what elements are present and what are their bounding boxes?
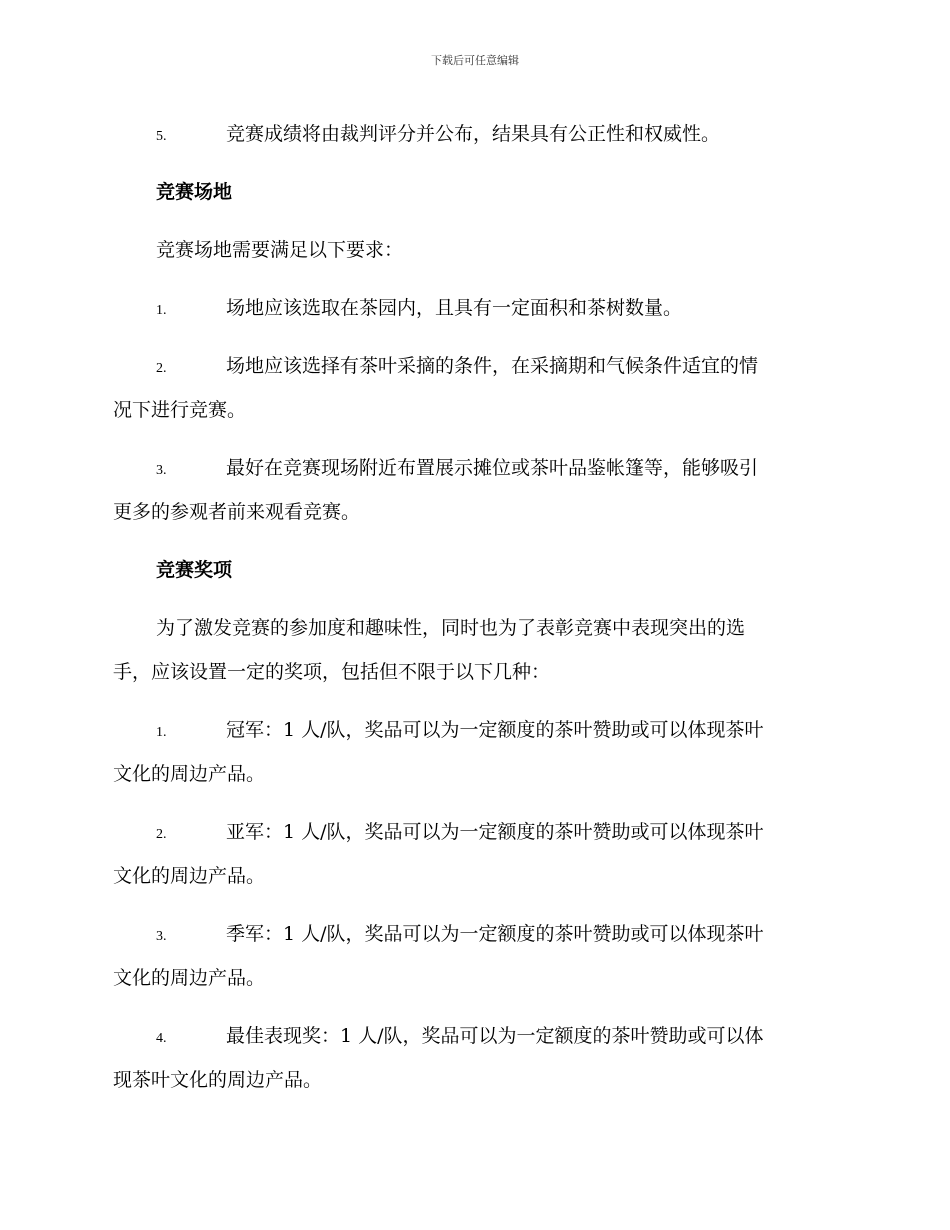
paragraph: 为了激发竞赛的参加度和趣味性，同时也为了表彰竞赛中表现突出的选 [156, 617, 746, 639]
list-text-continuation: 况下进行竞赛。 [113, 399, 247, 421]
list-text: 冠军：1 人/队，奖品可以为一定额度的茶叶赞助或可以体现茶叶 [226, 719, 764, 741]
list-number: 1. [156, 303, 167, 318]
document-body [113, 112, 837, 1102]
list-text: 季军：1 人/队，奖品可以为一定额度的茶叶赞助或可以体现茶叶 [226, 923, 764, 945]
list-number: 4. [156, 1031, 167, 1046]
paragraph: 竞赛场地需要满足以下要求： [156, 239, 404, 261]
list-item [113, 344, 837, 388]
list-item [113, 112, 837, 156]
list-text: 竞赛成绩将由裁判评分并公布，结果具有公正性和权威性。 [226, 123, 721, 145]
list-text-continuation: 现茶叶文化的周边产品。 [113, 1069, 323, 1091]
list-number: 3. [156, 463, 167, 478]
list-text-continuation: 文化的周边产品。 [113, 763, 266, 785]
list-text: 场地应该选择有茶叶采摘的条件，在采摘期和气候条件适宜的情 [226, 355, 759, 377]
list-number: 1. [156, 725, 167, 740]
paragraph-continuation: 手，应该设置一定的奖项，包括但不限于以下几种： [113, 661, 551, 683]
list-item [113, 446, 837, 490]
list-item [113, 1014, 837, 1058]
list-text: 亚军：1 人/队，奖品可以为一定额度的茶叶赞助或可以体现茶叶 [226, 821, 764, 843]
list-item [113, 708, 837, 752]
list-number: 5. [156, 129, 167, 144]
list-text: 最好在竞赛现场附近布置展示摊位或茶叶品鉴帐篷等，能够吸引 [226, 457, 759, 479]
list-text: 场地应该选取在茶园内，且具有一定面积和茶树数量。 [226, 297, 683, 319]
list-number: 2. [156, 827, 167, 842]
list-text-continuation: 文化的周边产品。 [113, 967, 266, 989]
list-item [113, 912, 837, 956]
list-text-continuation: 更多的参观者前来观看竞赛。 [113, 501, 361, 523]
list-text-continuation: 文化的周边产品。 [113, 865, 266, 887]
list-item [113, 286, 837, 330]
section-heading-venue: 竞赛场地 [156, 181, 233, 203]
list-item [113, 810, 837, 854]
list-number: 3. [156, 929, 167, 944]
section-heading-awards: 竞赛奖项 [156, 559, 233, 581]
list-number: 2. [156, 361, 167, 376]
page-header: 下载后可任意编辑 [431, 54, 519, 67]
list-text: 最佳表现奖：1 人/队，奖品可以为一定额度的茶叶赞助或可以体 [226, 1025, 764, 1047]
